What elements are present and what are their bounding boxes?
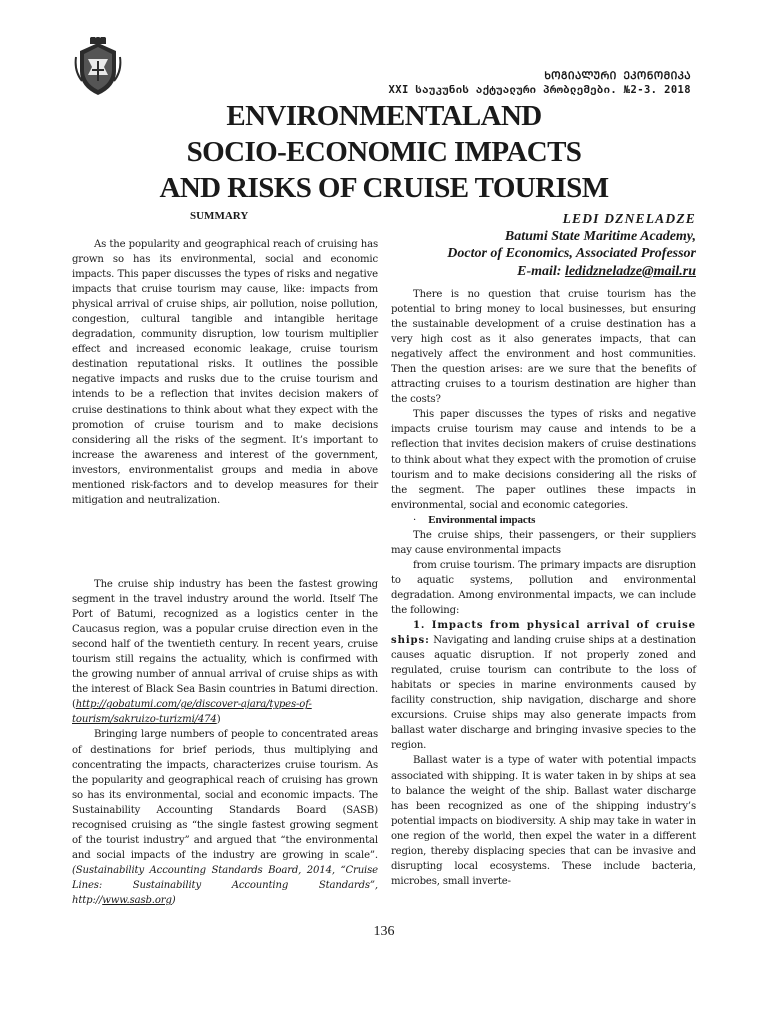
summary-paragraph: As the popularity and geographical reach of cruising has grown so has its environmental, social and economic impacts. This paper discusses the types of risks and negative impacts that cruise tourism may cause, like: impacts from physical arrival of cruise ships, air pollution, noise pollution, congestion, cultural tangible and intangible heritage degradation, community disruption, low tourism multiplier effect and increased economic leakage, cruise tourism destination reputational risks. It outlines the possible negative impacts and rusks due to the cruise tourism and intends to be a reflection that invites decision makers of cruise destinations to think about what they expect with the promotion of cruise tourism and to make decisions considering all the risks of the segment. It’s important to increase the awareness and interest of the government, investors, environmentalist groups and media in above mentioned risk-factors and to develop measures for their mitigation and neutralization. xyxy=(72,239,378,506)
journal-name: ᲮᲝᲒᲘᲐᲚᲣᲠᲘ ᲔᲙᲝᲜᲝᲛᲘᲙᲐ xyxy=(544,70,691,82)
author-affiliation: Batumi State Maritime Academy, xyxy=(504,228,696,244)
summary-text-column xyxy=(72,237,378,508)
body-right-paragraph-5: Ballast water is a type of water with potential impacts associated with shipping. It is water taken in by ships at sea to balance the weight of the ship. Ballast water discharge has been recognized as one of the shipping industry’s potential impacts on biodiversity. A ship may take in water in one region of the world, then expel the water in a different region, thereby displacing species that can be invasive and disrupting local ecosystems. These include bacteria, microbes, small inverte- xyxy=(391,755,696,887)
email-label: E-mail: xyxy=(517,263,562,279)
summary-heading: SUMMARY xyxy=(190,210,249,222)
gobatumi-link[interactable]: http://gobatumi.com/ge/discover-ajara/types-of-tourism/sakruizo-turizmi/474 xyxy=(72,699,312,726)
title-line-3: AND RISKS OF CRUISE TOURISM xyxy=(159,172,609,204)
body-right-paragraph-3: The cruise ships, their passengers, or their suppliers may cause environmental impacts xyxy=(391,529,696,556)
author-block xyxy=(447,210,696,280)
article-title xyxy=(72,98,696,206)
journal-issue: XXI საუკუნის აქტუალური პრობლემები. №2-3. 2018 xyxy=(388,84,691,96)
body-right-paragraph-4: from cruise tourism. The primary impacts are disruption to aquatic systems, pollution and environmental degradation. Among environmental impacts, we can include the following: xyxy=(391,559,696,616)
body-left-paragraph-1: The cruise ship industry has been the fastest growing segment in the travel industry around the world. Itself The Port of Batumi, recognized as a logistics center in the Caucasus region, was a popular cruise direction even in the second half of the twentieth century. In recent years, cruise tourism still regains the actuality, which is confirmed with the growing number of annual arrival of cruise ships as with the interest of Black Sea Basin countries in Batumi direction. (http://gobatumi.com/ge/discover-ajara/types-of-tourism/sakruizo-turizmi/474) xyxy=(72,579,378,726)
left-body-column xyxy=(72,577,378,908)
author-email-link[interactable]: ledidzneladze@mail.ru xyxy=(564,263,696,279)
body-right-paragraph-1: There is no question that cruise tourism has the potential to bring money to local businesses, but ensuring the sustainable development of a cruise destination has a very high cost as it also generates impacts, that can negatively affect the environment and host communities. Then the question arises: are we sure that the benefits of attracting cruises to a tourism destination are higher than the costs? xyxy=(391,289,696,406)
author-name: LEDI DZNELADZE xyxy=(562,211,696,226)
title-line-2: SOCIO-ECONOMIC IMPACTS xyxy=(186,136,582,168)
sasb-link[interactable]: www.sasb.org xyxy=(102,894,172,906)
body-left-paragraph-2: Bringing large numbers of people to concentrated areas of destinations for brief periods, thus multiplying and concentrating the impacts, characterizes cruise tourism. As the popularity and geographical reach of cruising has grown so has its environmental, social and economic impacts. The Sustainability Accounting Standards Board (SASB) recognised cruising as “the single fastest growing segment of the tourist industry” and argued that “the environmental and social impacts of the industry are growing in scale”. (Sustainability Accounting Standards Board, 2014, “Cruise Lines: Sustainability Accounting Standards”, http://www.sasb.org) xyxy=(72,729,378,906)
author-email-line xyxy=(447,263,696,281)
impact-item-1: 1. Impacts from physical arrival of cruise ships: Navigating and landing cruise ships at a destination causes aquatic disruption. If not properly zoned and regulated, cruise tourism can contribute to the loss of habitats or species in marine environments caused by facility construction, ship navigation, discharge and shore excursions. Cruise ships may also generate impacts from ballast water discharge and bringing invasive species to the region. xyxy=(391,620,696,752)
author-position: Doctor of Economics, Associated Professor xyxy=(447,246,696,261)
journal-header xyxy=(389,69,691,97)
title-line-1: ENVIRONMENTALAND xyxy=(226,100,542,132)
body-right-paragraph-2: This paper discusses the types of risks and negative impacts cruise tourism may cause and intends to be a reflection that invites decision makers of cruise destinations to think about what they expect with the promotion of cruise tourism and to make decisions considering all the risks of the segment. The paper outlines these impacts in environmental, social and economic categories. xyxy=(391,409,696,511)
environmental-impacts-heading: · Environmental impacts xyxy=(413,513,536,526)
coat-of-arms-emblem xyxy=(74,37,122,97)
right-body-column xyxy=(391,287,696,889)
page-number: 136 xyxy=(373,924,395,939)
